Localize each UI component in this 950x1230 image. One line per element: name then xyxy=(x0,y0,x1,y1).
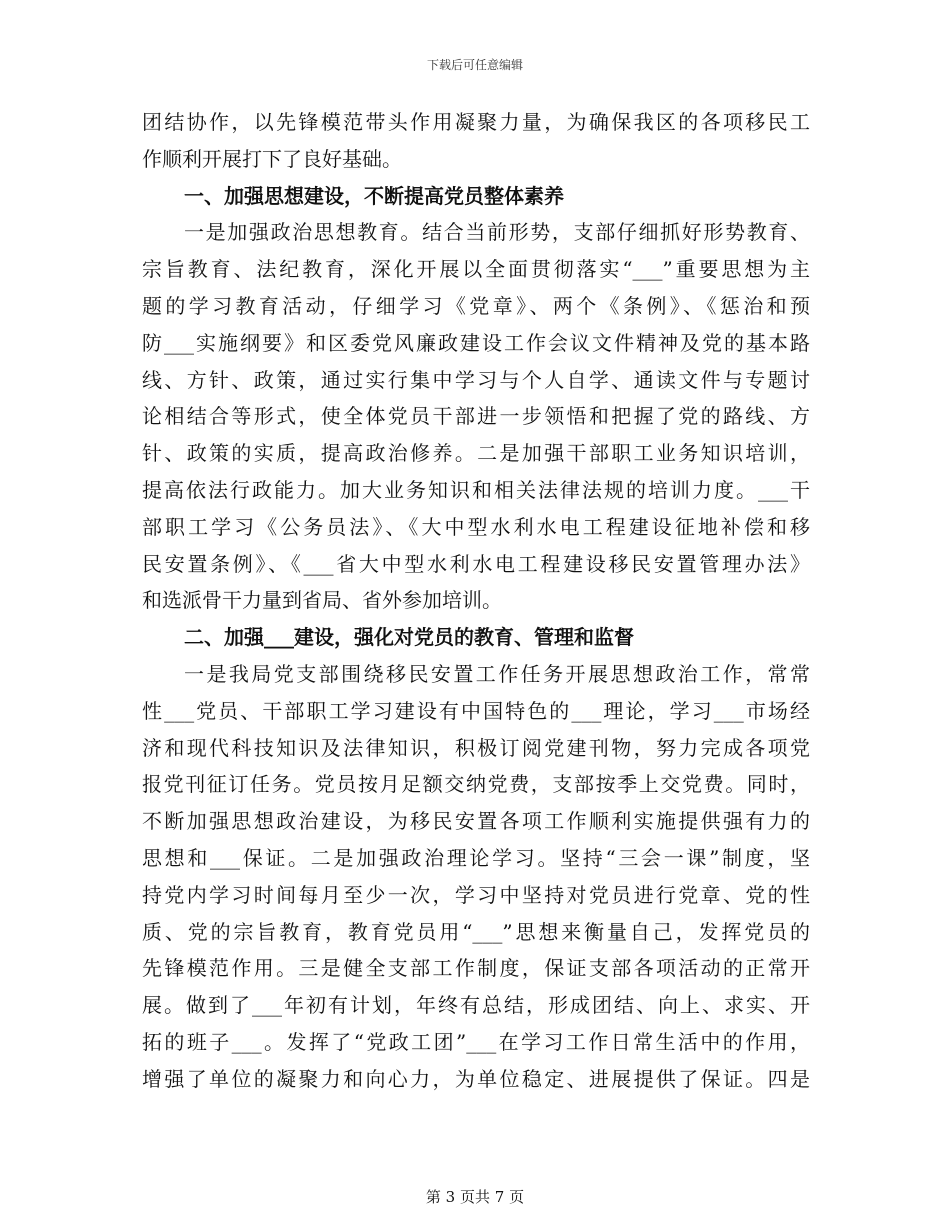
paragraph-line: 针、政策的实质，提高政治修养。二是加强干部职工业务知识培训， xyxy=(142,441,810,466)
paragraph-line: 作顺利开展打下了良好基础。 xyxy=(142,146,402,171)
paragraph-line: 增强了单位的凝聚力和向心力，为单位稳定、进展提供了保证。四是 xyxy=(142,1066,810,1091)
paragraph-line: 防___实施纲要》和区委党风廉政建设工作会议文件精神及党的基本路 xyxy=(142,330,810,355)
paragraph-line: 论相结合等形式，使全体党员干部进一步领悟和把握了党的路线、方 xyxy=(142,404,810,429)
paragraph-line: 提高依法行政能力。加大业务知识和相关法律法规的培训力度。___干 xyxy=(142,477,810,502)
page-header: 下载后可任意编辑 xyxy=(426,58,523,72)
paragraph-line: 思想和___保证。二是加强政治理论学习。坚持“三会一课”制度，坚 xyxy=(142,845,810,870)
document-body xyxy=(142,104,810,1098)
section-heading: 一、加强思想建设，不断提高党员整体素养 xyxy=(184,183,564,208)
paragraph-line: 线、方针、政策，通过实行集中学习与个人自学、通读文件与专题讨 xyxy=(142,367,810,392)
paragraph-line: 济和现代科技知识及法律知识，积极订阅党建刊物，努力完成各项党 xyxy=(142,735,810,760)
paragraph-line: 先锋模范作用。三是健全支部工作制度，保证支部各项活动的正常开 xyxy=(142,956,810,981)
paragraph-line: 质、党的宗旨教育，教育党员用“___”思想来衡量自己，发挥党员的 xyxy=(142,919,810,944)
paragraph-line: 一是我局党支部围绕移民安置工作任务开展思想政治工作，常常 xyxy=(184,661,810,686)
paragraph-line: 持党内学习时间每月至少一次，学习中坚持对党员进行党章、党的性 xyxy=(142,882,810,907)
paragraph-line: 一是加强政治思想教育。结合当前形势，支部仔细抓好形势教育、 xyxy=(184,220,810,245)
paragraph-line: 部职工学习《公务员法》、《大中型水利水电工程建设征地补偿和移 xyxy=(142,514,810,539)
page-number-footer: 第 3 页共 7 页 xyxy=(425,1188,525,1206)
paragraph-line: 性___党员、干部职工学习建设有中国特色的___理论，学习___市场经 xyxy=(142,698,810,723)
paragraph-line: 展。做到了___年初有计划，年终有总结，形成团结、向上、求实、开 xyxy=(142,993,810,1018)
section-heading: 二、加强___建设，强化对党员的教育、管理和监督 xyxy=(184,625,634,650)
paragraph-line: 不断加强思想政治建设，为移民安置各项工作顺利实施提供强有力的 xyxy=(142,809,810,834)
paragraph-line: 团结协作，以先锋模范带头作用凝聚力量，为确保我区的各项移民工 xyxy=(142,110,810,134)
paragraph-line: 报党刊征订任务。党员按月足额交纳党费，支部按季上交党费。同时， xyxy=(142,772,810,797)
paragraph-line: 宗旨教育、法纪教育，深化开展以全面贯彻落实“___”重要思想为主 xyxy=(142,257,810,282)
paragraph-line: 拓的班子___。发挥了“党政工团”___在学习工作日常生活中的作用， xyxy=(142,1029,810,1054)
paragraph-line: 题的学习教育活动，仔细学习《党章》、两个《条例》、《惩治和预 xyxy=(142,293,810,318)
paragraph-line: 民安置条例》、《___省大中型水利水电工程建设移民安置管理办法》 xyxy=(142,551,810,576)
paragraph-line: 和选派骨干力量到省局、省外参加培训。 xyxy=(142,588,502,613)
